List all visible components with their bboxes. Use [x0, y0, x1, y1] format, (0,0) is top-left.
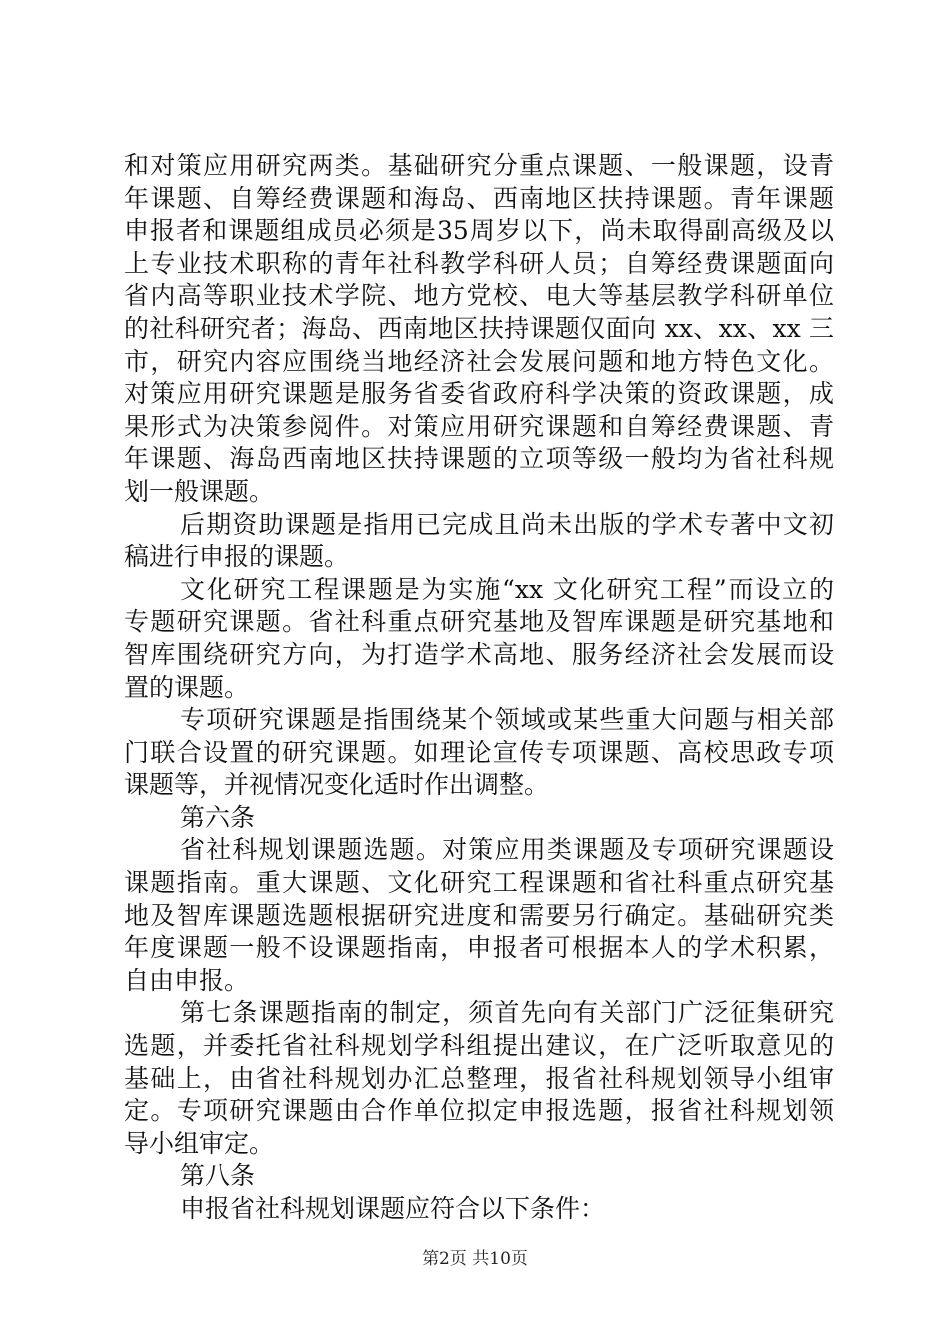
text-line: 专题研究课题。省社科重点研究基地及智库课题是研究基地和: [124, 607, 834, 637]
text-line: 定。专项研究课题由合作单位拟定申报选题，报省社科规划领: [124, 1096, 834, 1126]
text-line: 课题指南。重大课题、文化研究工程课题和省社科重点研究基: [124, 868, 834, 898]
text-line: 选题，并委托省社科规划学科组提出建议，在广泛听取意见的: [124, 1031, 834, 1061]
text-line: 后期资助课题是指用已完成且尚未出版的学术专著中文初: [180, 509, 834, 539]
text-line: 文化研究工程课题是为实施“xx 文化研究工程”而设立的: [180, 574, 834, 604]
text-line: 置的课题。: [124, 672, 250, 702]
text-line: 和对策应用研究两类。基础研究分重点课题、一般课题，设青: [124, 151, 834, 180]
text-line: 导小组审定。: [124, 1128, 275, 1158]
text-line: 划一般课题。: [124, 476, 275, 506]
text-line: 市，研究内容应围绕当地经济社会发展问题和地方特色文化。: [124, 346, 834, 376]
text-line: 专项研究课题是指围绕某个领域或某些重大问题与相关部: [180, 705, 834, 735]
text-line: 第七条课题指南的制定，须首先向有关部门广泛征集研究: [180, 998, 834, 1028]
text-line: 果形式为决策参阅件。对策应用研究课题和自筹经费课题、青: [124, 411, 834, 441]
text-line: 上专业技术职称的青年社科教学科研人员；自筹经费课题面向: [124, 248, 834, 278]
text-line: 年课题、海岛西南地区扶持课题的立项等级一般均为省社科规: [124, 444, 834, 474]
text-line: 门联合设置的研究课题。如理论宣传专项课题、高校思政专项: [124, 737, 834, 767]
text-line: 基础上，由省社科规划办汇总整理，报省社科规划领导小组审: [124, 1063, 834, 1093]
text-line: 年度课题一般不设课题指南，申报者可根据本人的学术积累，: [124, 933, 834, 963]
text-line: 地及智库课题选题根据研究进度和需要另行确定。基础研究类: [124, 900, 834, 930]
page-number: 第2页 共10页: [422, 1249, 528, 1269]
text-line: 省内高等职业技术学院、地方党校、电大等基层教学科研单位: [124, 281, 834, 311]
text-line: 的社科研究者；海岛、西南地区扶持课题仅面向 xx、xx、xx 三: [124, 313, 834, 343]
text-line: 稿进行申报的课题。: [124, 542, 350, 572]
text-line: 年课题、自筹经费课题和海岛、西南地区扶持课题。青年课题: [124, 183, 834, 213]
text-line: 课题等，并视情况变化适时作出调整。: [124, 770, 550, 800]
text-line: 省社科规划课题选题。对策应用类课题及专项研究课题设: [180, 835, 834, 865]
text-line: 申报省社科规划课题应符合以下条件：: [180, 1194, 606, 1223]
text-line: 智库围绕研究方向，为打造学术高地、服务经济社会发展而设: [124, 639, 834, 669]
text-line: 申报者和课题组成员必须是35周岁以下，尚未取得副高级及以: [124, 216, 834, 246]
page-footer: [0, 1244, 950, 1269]
text-line: 第八条: [180, 1161, 256, 1191]
document-body: [124, 150, 834, 1226]
text-line: 对策应用研究课题是服务省委省政府科学决策的资政课题，成: [124, 379, 834, 409]
text-line: 第六条: [180, 802, 256, 832]
text-line: 自由申报。: [124, 965, 250, 995]
